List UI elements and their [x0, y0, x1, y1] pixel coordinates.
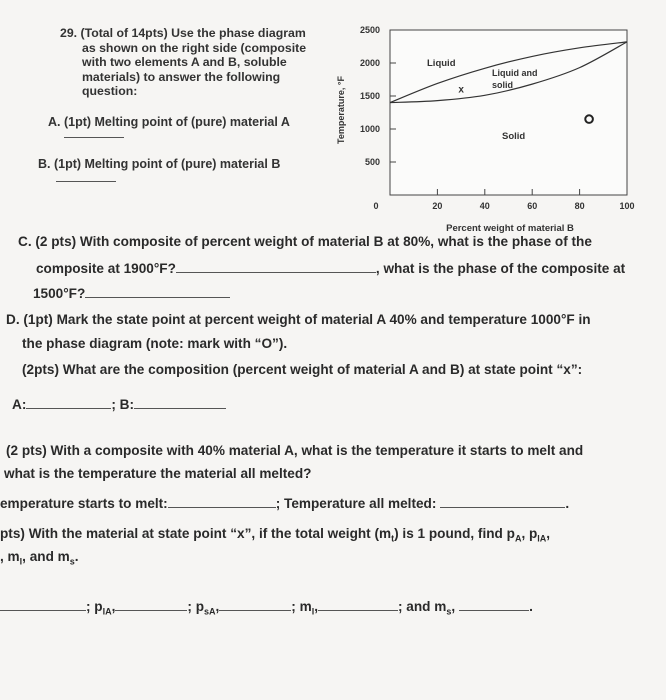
state-point-x-marker: x [458, 84, 464, 96]
y-axis-label: Temperature, °F [336, 76, 346, 144]
x-tick-label: 80 [574, 201, 585, 211]
part-f-line-3 [0, 495, 569, 512]
x-tick-label: 100 [619, 201, 635, 211]
part-f-period: . [565, 496, 570, 511]
x-axis-label: Percent weight of material B [446, 223, 574, 234]
question-intro [60, 26, 306, 99]
y-tick-label: 1000 [359, 124, 380, 134]
part-d-line-1: D. (1pt) Mark the state point at percent weight of material A 40% and temperature 1000°F in [6, 312, 591, 327]
part-b-label: B. (1pt) Melting point of (pure) material B [38, 157, 281, 171]
part-e-a-blank[interactable] [26, 396, 111, 409]
y-tick-label: 500 [364, 157, 380, 167]
plot-frame [390, 30, 627, 195]
y-tick-label: 2000 [359, 58, 380, 68]
intro-line-2: as shown on the right side (composite [82, 40, 307, 55]
region-solid-label: Solid [502, 131, 526, 142]
part-e-b-label: ; B: [111, 397, 135, 412]
part-a-label: A. (1pt) Melting point of (pure) material A [48, 115, 290, 129]
answer-pla-blank[interactable] [115, 598, 187, 611]
part-c-text-a: composite at 1900°F? [36, 261, 176, 276]
answer-ml-blank[interactable] [318, 598, 398, 611]
part-c-blank-1900[interactable] [176, 260, 376, 273]
intro-line-1: 29. (Total of 14pts) Use the phase diagram [60, 26, 306, 40]
part-f-text-start: emperature starts to melt: [0, 496, 168, 511]
part-e-b-blank[interactable] [134, 396, 226, 409]
y-tick-label: 2500 [359, 25, 380, 35]
x-tick-label: 40 [479, 201, 490, 211]
region-mix-label-1: Liquid and [492, 68, 538, 78]
part-c-text-b: , what is the phase of the composite at [375, 261, 626, 276]
answer-psa-blank[interactable] [219, 598, 291, 611]
x-tick-label: 60 [527, 201, 538, 211]
part-f-line-2: what is the temperature the material all melted? [4, 466, 312, 481]
part-c-line-3 [33, 285, 230, 302]
part-f-text-all: ; Temperature all melted: [275, 496, 437, 511]
part-e-line-1: (2pts) What are the composition (percent weight of material A and B) at state point “x”: [22, 362, 583, 377]
intro-line-3: with two elements A and B, soluble [82, 55, 287, 69]
part-g-answers: ; $p_{lA}$, ; $p_{sA}$, ; $m_l$, ; and $m_s$, . [0, 598, 533, 617]
part-f-all-blank[interactable] [440, 495, 565, 508]
part-c-line-2 [36, 260, 625, 277]
part-c-blank-1500[interactable] [85, 285, 230, 298]
answer-pa-blank[interactable] [0, 598, 86, 611]
part-b-answer-blank[interactable] [56, 181, 116, 182]
part-f-line-1: (2 pts) With a composite with 40% material A, what is the temperature it starts to melt and [6, 443, 584, 458]
x-tick-label: 20 [432, 201, 443, 211]
part-e-line-2 [12, 396, 226, 413]
region-mix-label-2: solid [492, 80, 514, 90]
part-a-answer-blank[interactable] [64, 137, 124, 138]
intro-line-4: materials) to answer the following [82, 69, 281, 84]
part-c-text-c: 1500°F? [33, 286, 86, 301]
part-f-start-blank[interactable] [168, 495, 276, 508]
part-e-a-label: A: [12, 397, 27, 412]
phase-diagram [330, 18, 660, 236]
part-d-line-2: the phase diagram (note: mark with “O”). [22, 336, 288, 351]
answer-ms-blank[interactable] [459, 598, 529, 611]
y-tick-label: 1500 [359, 91, 380, 101]
part-g-line-1: pts) With the material at state point “x”, if the total weight $(m_t)$ is 1 pound, find $p_A$, $p_{lA}$, [0, 526, 551, 544]
origin-tick-label: 0 [373, 201, 379, 211]
intro-line-5: question: [82, 84, 138, 98]
region-liquid-label: Liquid [427, 58, 456, 69]
part-g-line-2: , $m_l$, and $m_s$. [0, 549, 79, 567]
part-c-line-1: C. (2 pts) With composite of percent weight of material B at 80%, what is the phase of the [18, 234, 592, 249]
